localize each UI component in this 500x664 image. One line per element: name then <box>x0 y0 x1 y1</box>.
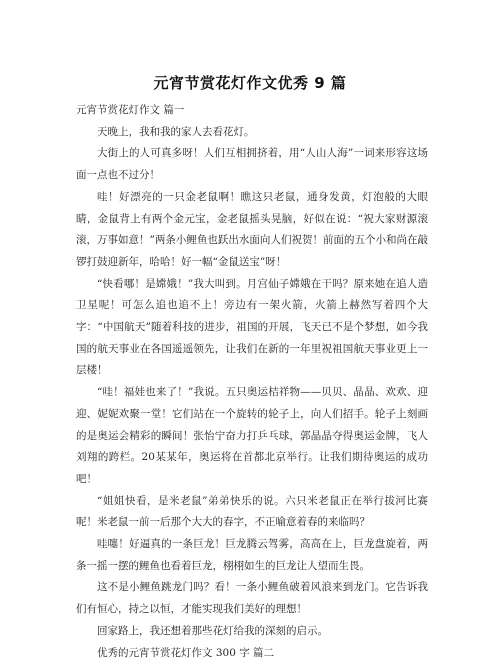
section-heading: 优秀的元宵节赏花灯作文 300 字 篇二 <box>97 646 275 659</box>
paragraph: “姐姐快看，是米老鼠”弟弟快乐的说。六只米老鼠正在举行拔河比赛呢！米老鼠一前一后那个大大的春字，不正喻意着春的来临吗？ <box>76 494 428 529</box>
section-heading: 元宵节赏花灯作文 篇一 <box>76 104 185 116</box>
paragraph: 哇！好漂亮的一只金老鼠啊！瞧这只老鼠，通身发黄，灯泡般的大眼睛，金鼠背上有两个金元宝，金老鼠摇头晃脑，好似在说：“祝大家财源滚滚，万事如意！”两条小鲤鱼也跃出水面向人们祝贺！前面的五个小和尚在敲锣打鼓迎新年，哈哈！好一幅“金鼠送宝”呀！ <box>76 190 428 268</box>
document-body <box>76 100 428 664</box>
paragraph: 天晚上，我和我的家人去看花灯。 <box>97 125 255 138</box>
document-title: 元宵节赏花灯作文优秀 9 篇 <box>153 74 347 92</box>
paragraph: “哇！福娃也来了！”我说。五只奥运桔祥物——贝贝、晶晶、欢欢、迎迎、妮妮欢聚一堂！它们站在一个旋转的轮子上，向人们招手。轮子上刻画的是奥运会精彩的瞬间！张怡宁奋力打乒乓球，郭晶晶夺得奥运金牌，飞人刘翔的跨栏。20某某年，奥运将在首都北京举行。让我们期待奥运的成功吧！ <box>76 386 428 485</box>
paragraph: 这不是小鲤鱼跳龙门吗？看！一条小鲤鱼破着风浪来到龙门。它告诉我们有恒心，持之以恒，才能实现我们美好的理想！ <box>76 581 428 616</box>
paragraph: 回家路上，我还想着那些花灯给我的深刻的启示。 <box>97 624 328 637</box>
paragraph: “快看哪！是嫦娥！”我大叫到。月宫仙子嫦娥在干吗？原来她在追人造卫星呢！可怎么追也追不上！旁边有一架火箭，火箭上赫然写着四个大字：“中国航天”随着科技的进步，祖国的开展，飞天已不是个梦想，如今我国的航天事业在各国遥遥领先，让我们在新的一年里祝祖国航天事业更上一层楼！ <box>76 277 428 377</box>
paragraph: 大街上的人可真多呀！人们互相拥挤着，用“人山人海”一词来形容这场面一点也不过分！ <box>76 147 428 182</box>
paragraph: 哇噻！好逼真的一条巨龙！巨龙腾云驾雾，高高在上，巨龙盘旋着，两条一摇一摆的鲤鱼也看着巨龙，栩栩如生的巨龙让人望而生畏。 <box>76 538 428 572</box>
